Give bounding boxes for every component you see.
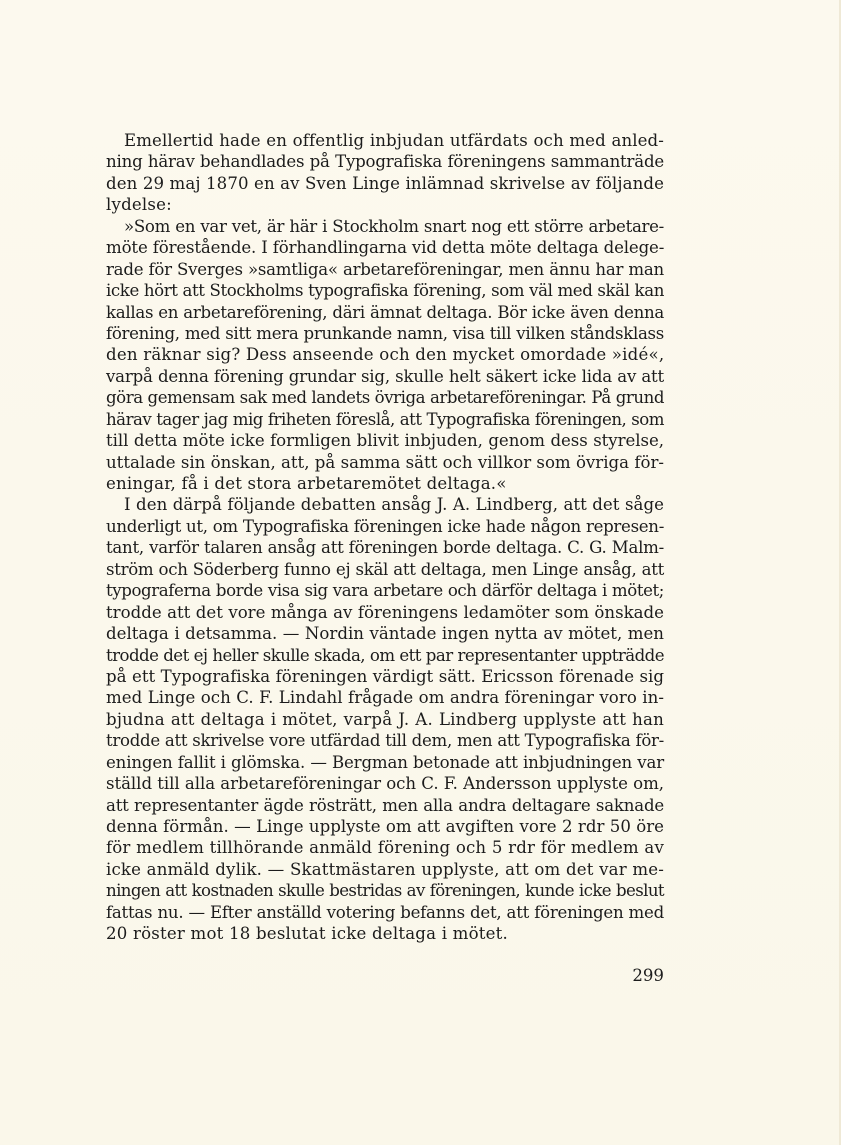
text-line: möte förestående. I förhandlingarna vid detta möte deltaga delege- [106, 238, 665, 258]
text-line: Emellertid hade en offentlig inbjudan utfärdats och med anled- [124, 131, 664, 150]
text-line: ställd till alla arbetareföreningar och C. F. Andersson upplyste om, [106, 774, 664, 794]
text-line: varpå denna förening grundar sig, skulle helt säkert icke lida av att [106, 366, 664, 386]
text-line: göra gemensam sak med landets övriga arbetareföreningar. På grund [106, 388, 664, 408]
text-line: rade för Sverges »samtliga« arbetareföreningar, men ännu har man [106, 259, 664, 279]
text-line: för medlem tillhörande anmäld förening och 5 rdr för medlem av [106, 838, 664, 858]
text-line: underligt ut, om Typografiska föreningen icke hade någon represen- [106, 516, 664, 536]
text-line: typograferna borde visa sig vara arbetare och därför deltaga i mötet; [106, 581, 664, 601]
text-line: 20 röster mot 18 beslutat icke deltaga i mötet. [106, 924, 509, 944]
text-line: fattas nu. — Efter anställd votering befanns det, att föreningen med [106, 902, 664, 922]
text-line: eningen fallit i glömska. — Bergman betonade att inbjudningen var [106, 752, 664, 772]
text-line: den 29 maj 1870 en av Sven Linge inlämnad skrivelse av följande [106, 173, 664, 193]
text-line: kallas en arbetareförening, däri ämnat deltaga. Bör icke även denna [106, 302, 664, 322]
text-line: eningar, få i det stora arbetaremötet deltaga.« [106, 474, 507, 493]
text-line: bjudna att deltaga i mötet, varpå J. A. Lindberg upplyste att han [106, 709, 664, 729]
text-line: deltaga i detsamma. — Nordin väntade ingen nytta av mötet, men [106, 624, 664, 644]
text-line: härav tager jag mig friheten föreslå, att Typografiska föreningen, som [106, 409, 664, 429]
text-line: icke hört att Stockholms typografiska förening, som väl med skäl kan [106, 281, 664, 301]
text-line: ström och Söderberg funno ej skäl att deltaga, men Linge ansåg, att [106, 559, 664, 579]
text-line: till detta möte icke formligen blivit inbjuden, genom dess styrelse, [106, 431, 664, 451]
text-line: tant, varför talaren ansåg att föreningen borde deltaga. C. G. Malm- [106, 538, 664, 558]
text-line: trodde det ej heller skulle skada, om ett par representanter uppträdde [106, 645, 664, 665]
body-text [106, 130, 664, 945]
text-line: lydelse: [106, 195, 172, 215]
text-line: med Linge och C. F. Lindahl frågade om andra föreningar voro in- [106, 688, 664, 708]
text-line: trodde att det vore många av föreningens ledamöter som önskade [106, 602, 664, 622]
page-number: 299 [632, 966, 664, 985]
text-line: ning härav behandlades på Typografiska föreningens sammanträde [106, 152, 664, 172]
text-line: I den därpå följande debatten ansåg J. A. Lindberg, att det såge [124, 495, 664, 515]
text-line: trodde att skrivelse vore utfärdad till dem, men att Typografiska för- [106, 731, 664, 751]
text-line: icke anmäld dylik. — Skattmästaren upplyste, att om det var me- [106, 859, 664, 879]
text-line: på ett Typografiska föreningen värdigt sätt. Ericsson förenade sig [106, 666, 664, 686]
text-line: uttalade sin önskan, att, på samma sätt och villkor som övriga för- [106, 452, 665, 472]
text-line: att representanter ägde rösträtt, men alla andra deltagare saknade [106, 795, 664, 815]
text-line: förening, med sitt mera prunkande namn, visa till vilken ståndsklass [106, 323, 664, 343]
text-line: denna förmån. — Linge upplyste om att avgiften vore 2 rdr 50 öre [106, 817, 664, 836]
text-line: den räknar sig? Dess anseende och den mycket omordade »idé«, [106, 345, 665, 365]
text-line: »Som en var vet, är här i Stockholm snart nog ett större arbetare- [124, 216, 664, 236]
text-line: ningen att kostnaden skulle bestridas av föreningen, kunde icke beslut [106, 881, 664, 901]
